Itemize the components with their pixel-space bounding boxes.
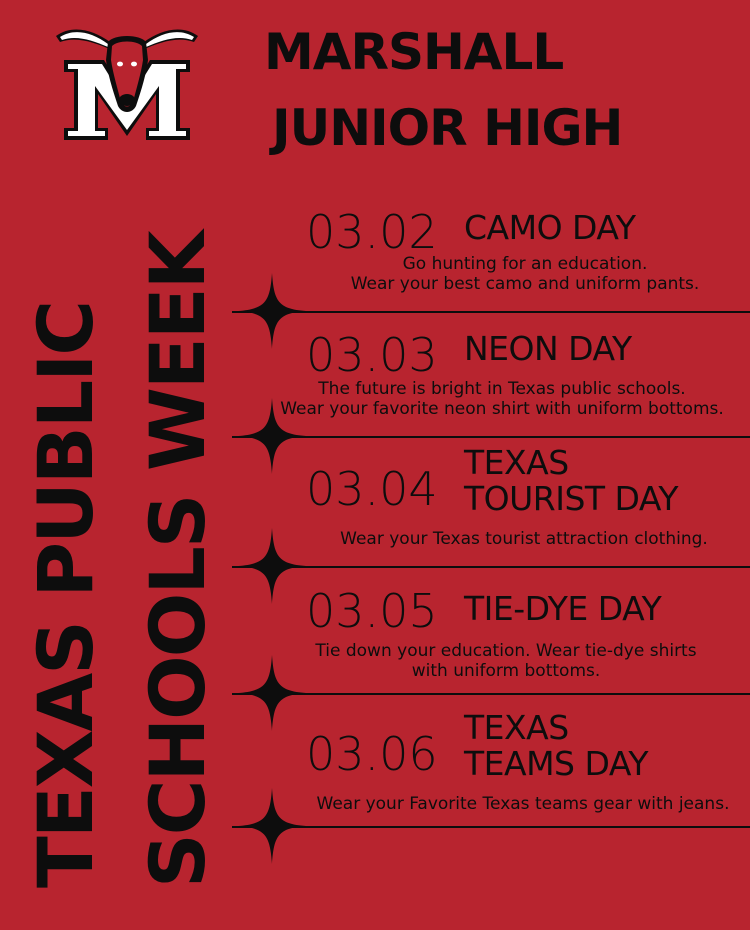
event-item bbox=[270, 586, 750, 696]
event-item bbox=[270, 330, 750, 440]
side-title-line1: TEXAS PUBLIC bbox=[21, 301, 110, 888]
sparkle-icon bbox=[238, 528, 306, 604]
school-name-line1: MARSHALL bbox=[264, 23, 564, 81]
event-description-line1: Wear your Favorite Texas teams gear with jeans. bbox=[316, 794, 730, 814]
event-name-line2: TEAMS DAY bbox=[464, 744, 648, 783]
event-name-line1: TEXAS bbox=[464, 443, 569, 482]
divider bbox=[232, 311, 750, 313]
divider bbox=[232, 826, 750, 828]
school-name-line2: JUNIOR HIGH bbox=[272, 99, 623, 157]
event-date: 03.05 bbox=[306, 584, 438, 638]
event-description-line1: Tie down your education. Wear tie-dye shirts bbox=[315, 641, 697, 661]
sparkle-icon bbox=[238, 273, 306, 349]
event-name: NEON DAY bbox=[464, 329, 632, 368]
event-name: CAMO DAY bbox=[464, 208, 636, 247]
event-description-line2: with uniform bottoms. bbox=[411, 661, 601, 681]
divider bbox=[232, 566, 750, 568]
event-name-line2: TOURIST DAY bbox=[464, 479, 679, 518]
event-date: 03.03 bbox=[306, 328, 438, 382]
event-description-line1: Wear your Texas tourist attraction clothing. bbox=[340, 529, 708, 549]
sparkle-icon bbox=[238, 655, 306, 731]
event-item bbox=[270, 205, 750, 315]
event-description-line2: Wear your best camo and uniform pants. bbox=[350, 274, 700, 294]
event-item bbox=[270, 708, 750, 821]
divider bbox=[232, 693, 750, 695]
event-date: 03.02 bbox=[306, 205, 438, 259]
event-date: 03.04 bbox=[306, 462, 438, 516]
event-description-line2: Wear your favorite neon shirt with uniform bottoms. bbox=[280, 399, 724, 419]
event-date: 03.06 bbox=[306, 727, 438, 781]
divider bbox=[232, 436, 750, 438]
event-description-line1: Go hunting for an education. bbox=[402, 254, 648, 274]
sparkle-icon bbox=[238, 788, 306, 864]
longhorn-m-logo-icon bbox=[52, 20, 202, 144]
sparkle-icon bbox=[238, 398, 306, 474]
event-name: TIE-DYE DAY bbox=[464, 589, 662, 628]
event-description-line1: The future is bright in Texas public schools. bbox=[318, 379, 686, 399]
side-title-line2: SCHOOLS WEEK bbox=[133, 232, 222, 888]
event-name-line1: TEXAS bbox=[464, 708, 569, 747]
event-item bbox=[270, 443, 750, 556]
